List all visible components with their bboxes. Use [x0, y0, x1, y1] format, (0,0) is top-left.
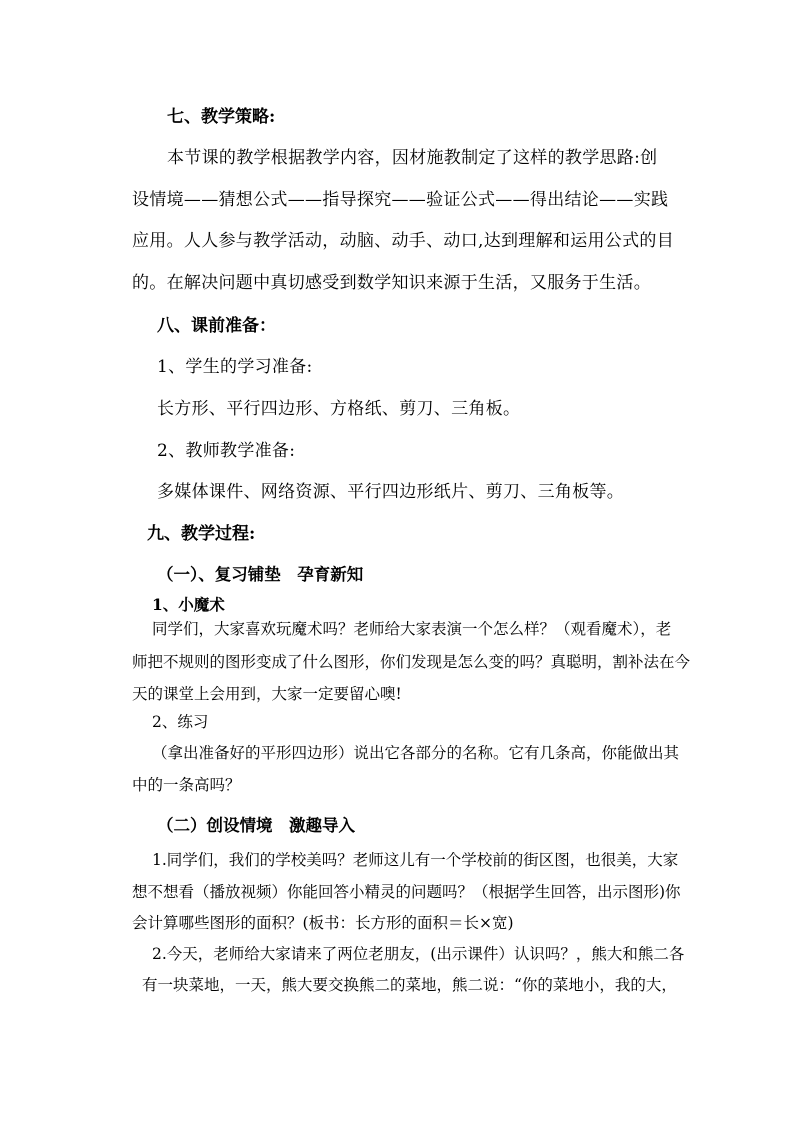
- section-7-heading: 七、教学策略:: [167, 107, 276, 127]
- item-1-line-2: 师把不规则的图形变成了什么图形，你们发现是怎么变的吗？真聪明，割补法在今: [132, 653, 691, 671]
- para-2-line-2: 有一块菜地，一天，熊大要交换熊二的菜地，熊二说：“你的菜地小，我的大，: [142, 976, 677, 994]
- para-1-line-1: 1.同学们，我们的学校美吗？老师这儿有一个学校前的街区图，也很美，大家: [152, 851, 679, 869]
- section-9-heading: 九、教学过程:: [147, 524, 256, 544]
- item-1-line-3: 天的课堂上会用到，大家一定要留心噢!: [132, 685, 402, 703]
- section-7-line-4: 的。在解决问题中真切感受到数学知识来源于生活，又服务于生活。: [132, 273, 651, 293]
- section-7-line-1: 本节课的教学根据教学内容，因材施教制定了这样的教学思路:创: [167, 148, 658, 168]
- section-7-line-3: 应用。人人参与教学活动，动脑、动手、动口,达到理解和运用公式的目: [132, 231, 675, 251]
- para-2-line-1: 2.今天，老师给大家请来了两位老朋友，(出示课件）认识吗？，熊大和熊二各: [152, 945, 685, 963]
- section-7-line-2: 设情境——猜想公式——指导探究——验证公式——得出结论——实践: [132, 190, 669, 210]
- section-8-heading: 八、课前准备：: [157, 316, 276, 336]
- part-1-heading: （一）、复习铺垫 孕育新知: [157, 565, 364, 584]
- teacher-preparation-items: 多媒体课件、网络资源、平行四边形纸片、剪刀、三角板等。: [157, 482, 625, 502]
- item-1-title: 1、小魔术: [152, 595, 225, 614]
- student-preparation-items: 长方形、平行四边形、方格纸、剪刀、三角板。: [157, 399, 521, 419]
- student-preparation-title: 1、学生的学习准备:: [157, 357, 313, 377]
- item-2-line-2: 中的一条高吗？: [132, 776, 241, 794]
- item-2-line-1: （拿出准备好的平形四边形）说出它各部分的名称。它有几条高，你能做出其: [152, 744, 680, 762]
- item-1-line-1: 同学们，大家喜欢玩魔术吗？老师给大家表演一个怎么样？（观看魔术），老: [152, 620, 672, 638]
- para-1-line-3: 会计算哪些图形的面积？(板书：长方形的面积＝长×宽): [132, 914, 514, 932]
- part-2-heading: （二）创设情境 激趣导入: [157, 816, 355, 835]
- para-1-line-2: 想不想看（播放视频）你能回答小精灵的问题吗？（根据学生回答，出示图形)你: [132, 883, 681, 901]
- item-2-title: 2、练习: [152, 713, 209, 731]
- teacher-preparation-title: 2、教师教学准备:: [157, 441, 296, 461]
